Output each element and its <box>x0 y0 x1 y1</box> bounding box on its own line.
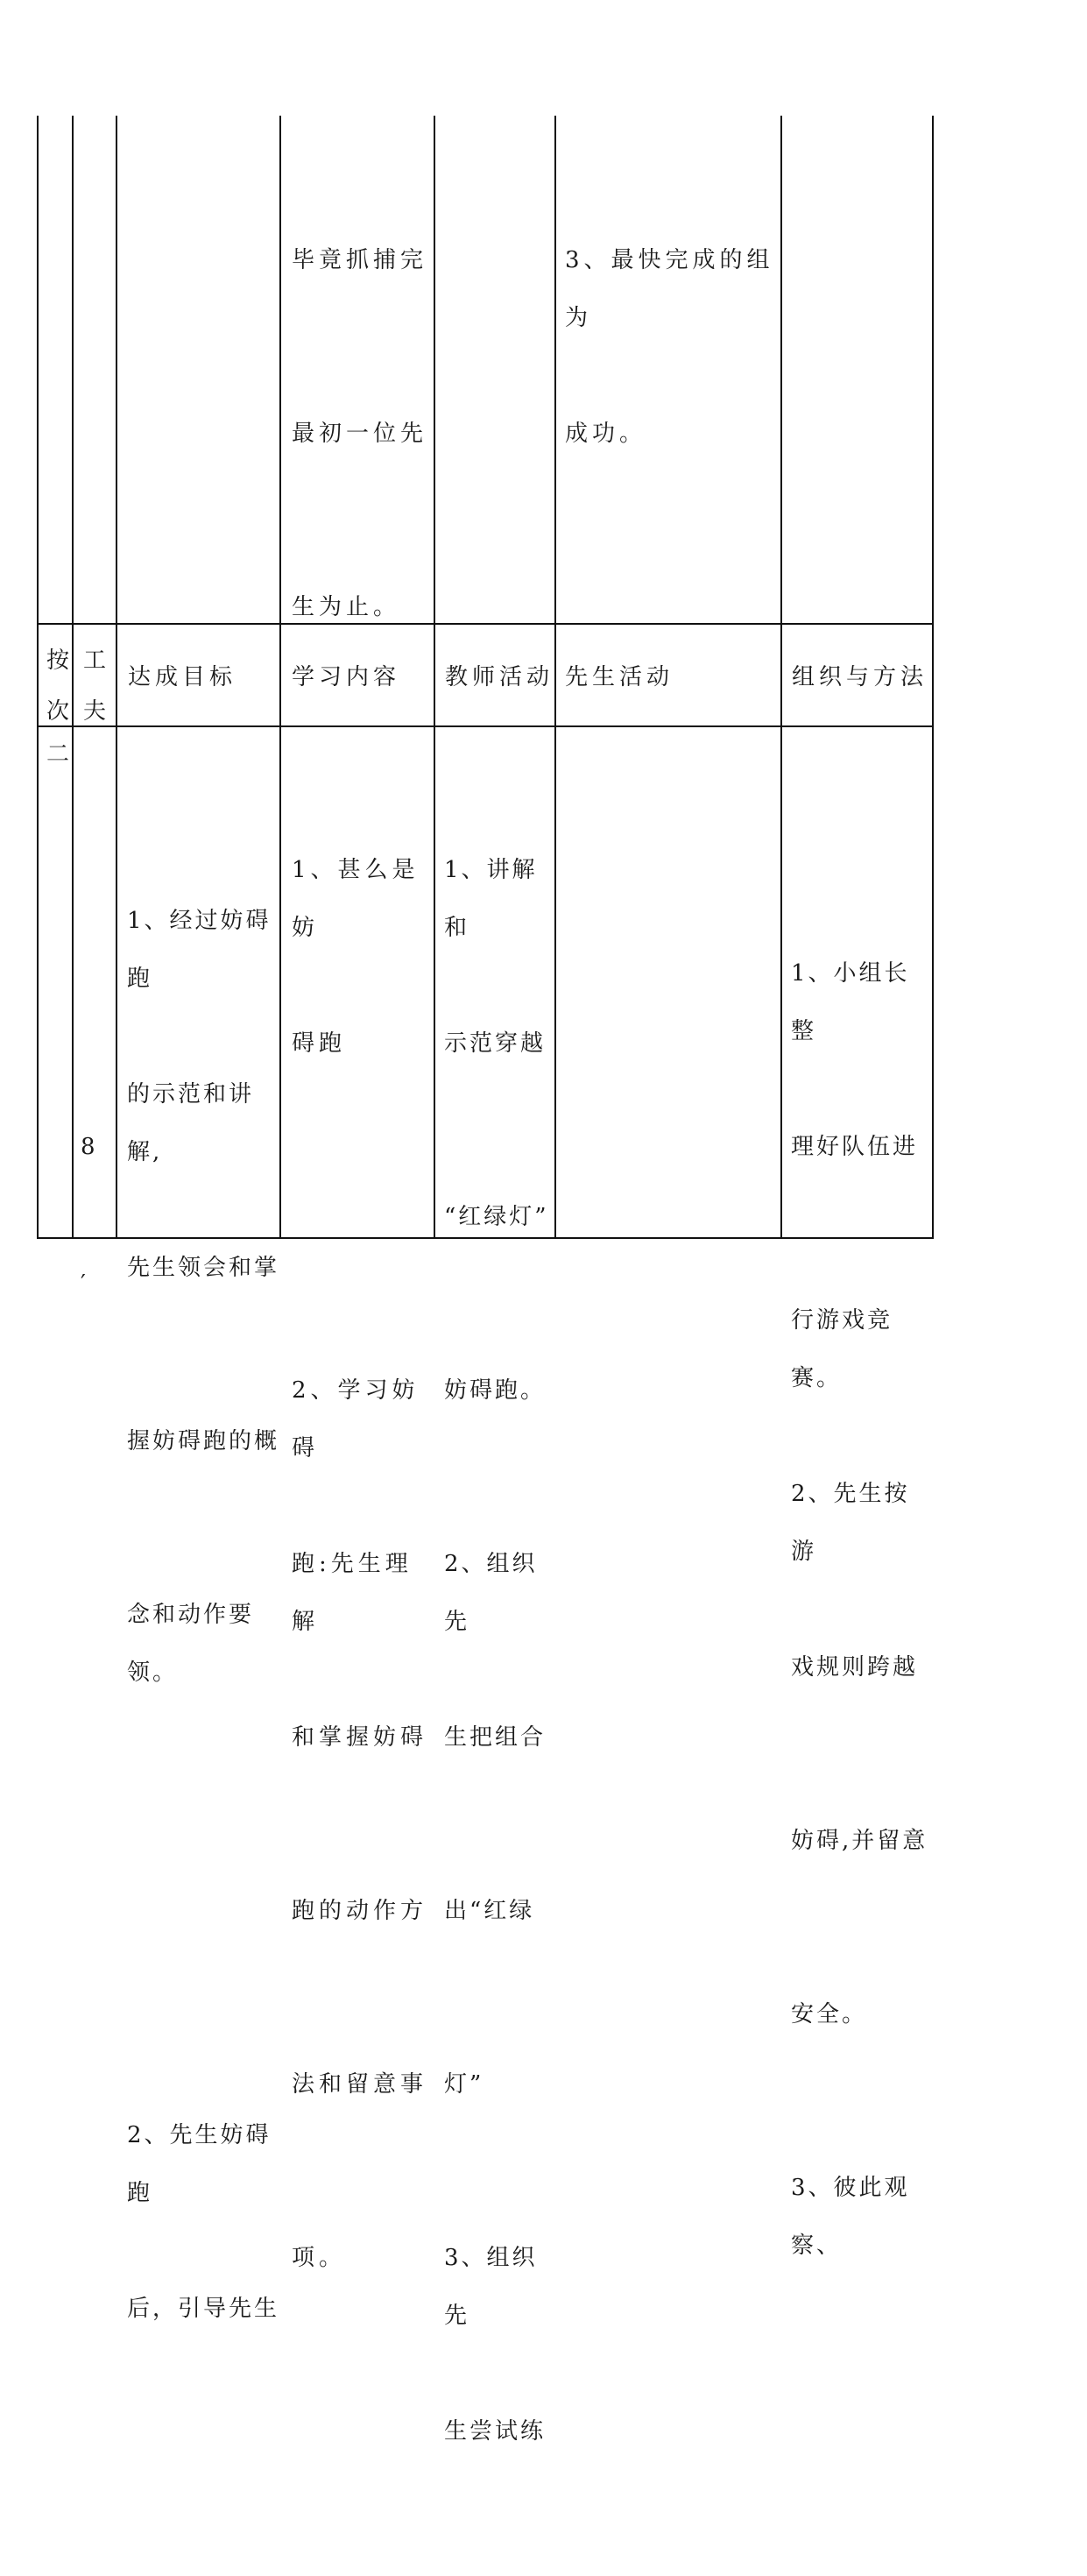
text-line: 最初一位先 <box>292 421 428 447</box>
section-content <box>292 725 432 2403</box>
text-line: 成功。 <box>565 421 647 447</box>
text-line: 跑的动作方 <box>292 1898 428 1924</box>
text-line: 戏规则跨越 <box>791 1654 919 1681</box>
text-line: 念和动作要领。 <box>127 1602 255 1686</box>
text-line: 跑:先生理解 <box>292 1551 413 1635</box>
top-student-activity <box>565 116 779 578</box>
section-time-value: 8 <box>81 1134 95 1160</box>
header-order-char: 次 <box>46 698 70 725</box>
text-line: 示范穿越 <box>444 1030 547 1057</box>
table-border-left <box>37 116 39 1239</box>
header-teacher: 教师活动 <box>445 664 554 690</box>
text-line: 妨碍跑。 <box>444 1377 547 1404</box>
text-line: “红绿灯” <box>444 1204 549 1230</box>
text-line: 行游戏竞赛。 <box>791 1307 893 1391</box>
text-line: 和掌握妨碍 <box>292 1724 428 1751</box>
top-learning-content <box>292 116 432 752</box>
text-line: 碍跑 <box>292 1030 347 1057</box>
text-line: 的示范和讲解, <box>127 1081 255 1165</box>
header-time <box>83 635 106 737</box>
text-line: 法和留意事 <box>292 2071 428 2098</box>
text-line: 生把组合 <box>444 1724 547 1751</box>
text-line: 3、最快完成的组为 <box>565 247 774 331</box>
header-time-char: 工 <box>83 648 107 674</box>
text-line: 毕竟抓捕完 <box>292 247 428 273</box>
header-organization: 组织与方法 <box>792 664 928 690</box>
text-line: 握妨碍跑的概 <box>127 1428 280 1454</box>
table-divider-5 <box>554 116 556 1239</box>
section-time <box>81 1033 109 1398</box>
text-line: 先生领会和掌 <box>127 1255 280 1281</box>
text-line: 1、经过妨碍跑 <box>127 908 272 992</box>
table-divider-4 <box>434 116 435 1239</box>
text-line: 妨碍,并留意 <box>791 1828 928 1854</box>
section-time-unit: ′ <box>81 1270 86 1297</box>
text-line: 2、组织先 <box>444 1551 538 1635</box>
text-line: 3、组织先 <box>444 2245 538 2329</box>
section-teacher <box>444 725 554 2576</box>
table-border-right <box>932 116 934 1239</box>
header-order-char: 按 <box>46 648 70 674</box>
text-line: 2、学习妨碍 <box>292 1377 420 1461</box>
text-line: 项。 <box>292 2245 347 2271</box>
text-line: 1、讲解和 <box>444 857 538 941</box>
text-line: 后，引导先生 <box>127 2296 280 2322</box>
header-student: 先生活动 <box>565 664 674 690</box>
text-line: 1、甚么是妨 <box>292 857 420 941</box>
header-order <box>46 635 69 737</box>
text-line: 安全。 <box>791 2001 868 2028</box>
header-top-border <box>37 623 934 625</box>
text-line: 2、先生妨碍跑 <box>127 2122 272 2206</box>
table-divider-6 <box>780 116 782 1239</box>
table-divider-3 <box>279 116 281 1239</box>
text-line: 1、小组长整 <box>791 960 910 1044</box>
section-organization <box>791 829 931 2332</box>
text-line: 理好队伍进 <box>791 1134 919 1160</box>
table-divider-2 <box>116 116 117 1239</box>
section-order: 二 <box>46 741 70 768</box>
header-time-char: 夫 <box>83 698 107 725</box>
section-goal <box>127 776 279 2453</box>
text-line: 出“红绿 <box>444 1898 535 1924</box>
header-content: 学习内容 <box>292 664 401 690</box>
table-divider-1 <box>72 116 74 1239</box>
text-line: 3、彼此观察、 <box>791 2175 910 2259</box>
text-line: 生为止。 <box>292 594 401 620</box>
text-line: 生尝试练 <box>444 2418 547 2445</box>
text-line: 2、先生按游 <box>791 1481 910 1565</box>
header-goal: 达成目标 <box>128 664 237 690</box>
text-line: 灯” <box>444 2071 484 2098</box>
